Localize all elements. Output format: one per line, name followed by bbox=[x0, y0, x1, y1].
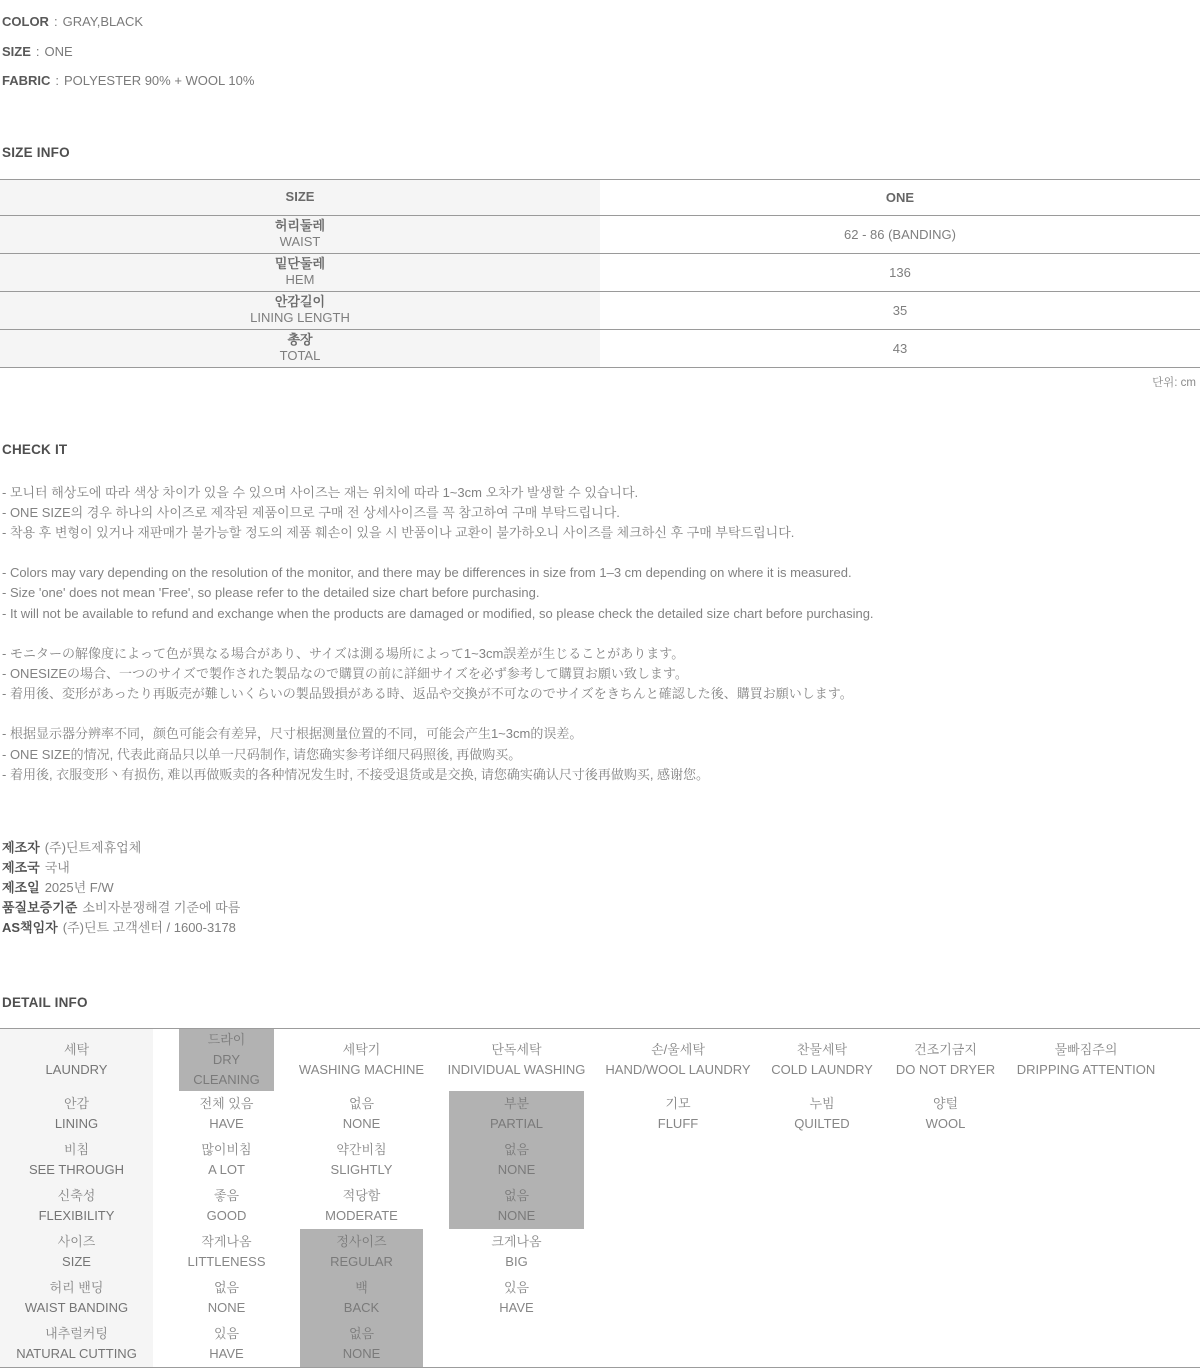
row-value: 43 bbox=[600, 329, 1200, 367]
spec-separator: : bbox=[55, 73, 60, 88]
row-value: 136 bbox=[600, 253, 1200, 291]
cell-en-label: HAVE bbox=[499, 1299, 534, 1315]
cell-en-label: SIZE bbox=[62, 1253, 91, 1269]
cell-ko-label: 손/울세탁 bbox=[651, 1041, 705, 1057]
grid-row-label bbox=[0, 1229, 153, 1275]
note-line: - Colors may vary depending on the resolution of the monitor, and there may be differences in size from 1–3 cm depending on where it is measured. bbox=[2, 565, 852, 581]
cell-ko-label: 적당함 bbox=[342, 1187, 381, 1203]
spec-label: FABRIC bbox=[2, 73, 51, 88]
grid-cell-dripping-attention bbox=[1016, 1029, 1156, 1091]
size-header-label: SIZE bbox=[285, 189, 315, 204]
cell-ko-label: 내추럴커팅 bbox=[45, 1325, 108, 1341]
cell-ko-label: 신축성 bbox=[57, 1187, 96, 1203]
mfr-value: 국내 bbox=[44, 859, 70, 875]
note-line: - ONESIZEの場合、一つのサイズで製作された製品なので購買の前に詳細サイズを必ず参考して購買お願い致します。 bbox=[2, 665, 688, 681]
cell-en-label: REGULAR bbox=[330, 1253, 393, 1269]
mfr-label: 제조국 bbox=[2, 859, 40, 875]
cell-en-label: QUILTED bbox=[794, 1115, 850, 1131]
row-label-cell bbox=[0, 253, 600, 291]
size-table bbox=[0, 179, 1200, 368]
notes-korean bbox=[0, 483, 1200, 544]
grid-cell-individual-washing bbox=[449, 1029, 584, 1091]
note-line: - 着用後, 衣服变形丶有损伤, 难以再做贩卖的各种情况发生时, 不接受退货或是交换, 请您确实确认尺寸後再做购买, 感谢您。 bbox=[2, 766, 710, 782]
cell-ko-label: 건조기금지 bbox=[914, 1041, 977, 1057]
cell-ko-label: 작게나옴 bbox=[201, 1233, 252, 1249]
notes-chinese bbox=[0, 724, 1200, 785]
size-table-header-row bbox=[0, 179, 1200, 215]
row-value: 62 - 86 (BANDING) bbox=[600, 215, 1200, 253]
cell-en-label: GOOD bbox=[206, 1207, 247, 1223]
cell-en-label: LITTLENESS bbox=[187, 1253, 266, 1269]
cell-ko-label: 없음 bbox=[348, 1325, 375, 1341]
row-label-ko: 총장 bbox=[287, 332, 313, 347]
size-info-heading: SIZE INFO bbox=[2, 144, 70, 160]
cell-en-label: LINING bbox=[54, 1115, 99, 1131]
row-value: 35 bbox=[600, 291, 1200, 329]
row-label-cell bbox=[0, 329, 600, 367]
cell-en-label: FLUFF bbox=[657, 1115, 699, 1131]
detail-info-grid bbox=[0, 1028, 1200, 1368]
cell-ko-label: 있음 bbox=[213, 1325, 240, 1341]
note-line: - ONE SIZE의 경우 하나의 사이즈로 제작된 제품이므로 구매 전 상세사이즈를 꼭 참고하여 구매 부탁드립니다. bbox=[2, 504, 620, 520]
spec-label: COLOR bbox=[2, 14, 49, 29]
grid-cell-cold-laundry bbox=[772, 1029, 872, 1091]
manufacturer-row bbox=[2, 898, 1198, 918]
manufacturer-row bbox=[2, 838, 1198, 858]
cell-ko-label: 양털 bbox=[932, 1095, 959, 1111]
cell-ko-label: 비침 bbox=[63, 1141, 90, 1157]
grid-cell bbox=[300, 1137, 423, 1183]
grid-row-label bbox=[0, 1137, 153, 1183]
cell-ko-label: 세탁 bbox=[63, 1041, 90, 1057]
grid-cell-hand-wool-laundry bbox=[605, 1029, 751, 1091]
cell-en-label: NONE bbox=[207, 1299, 246, 1315]
grid-row-laundry bbox=[0, 1029, 1200, 1091]
grid-cell-selected bbox=[300, 1321, 423, 1367]
row-label-ko: 밑단둘레 bbox=[274, 256, 326, 271]
cell-en-label: SLIGHTLY bbox=[330, 1161, 393, 1177]
cell-ko-label: 없음 bbox=[348, 1095, 375, 1111]
spec-label: SIZE bbox=[2, 43, 31, 59]
cell-en-label: PARTIAL bbox=[490, 1115, 543, 1131]
cell-ko-label: 있음 bbox=[503, 1279, 530, 1295]
spec-row-color bbox=[2, 7, 1198, 37]
cell-ko-label: 누빔 bbox=[809, 1095, 835, 1111]
grid-cell bbox=[179, 1091, 274, 1137]
grid-cell bbox=[179, 1183, 274, 1229]
grid-cell bbox=[449, 1229, 584, 1275]
grid-row-lining bbox=[0, 1091, 1200, 1137]
grid-row-flexibility bbox=[0, 1183, 1200, 1229]
spec-separator: : bbox=[35, 43, 40, 59]
grid-row-label bbox=[0, 1321, 153, 1367]
mfr-value: (주)딘트 고객센터 / 1600-3178 bbox=[62, 919, 236, 935]
grid-cell bbox=[300, 1091, 423, 1137]
cell-en-label: HAVE bbox=[209, 1115, 244, 1131]
cell-ko-label: 전체 있음 bbox=[199, 1095, 254, 1111]
spec-value: ONE bbox=[44, 43, 73, 59]
cell-en-label: WASHING MACHINE bbox=[298, 1061, 425, 1077]
cell-ko-label: 안감 bbox=[63, 1095, 90, 1111]
cell-en-label: WAIST BANDING bbox=[24, 1299, 129, 1315]
grid-cell-selected bbox=[449, 1137, 584, 1183]
grid-cell bbox=[610, 1091, 746, 1137]
cell-ko-label: 물빠짐주의 bbox=[1054, 1041, 1118, 1057]
notes-english bbox=[0, 563, 1200, 624]
size-table-header-label-cell bbox=[0, 179, 600, 215]
cell-en-label: INDIVIDUAL WASHING bbox=[447, 1061, 586, 1077]
cell-ko-label: 찬물세탁 bbox=[796, 1041, 848, 1057]
grid-cell-selected bbox=[449, 1183, 584, 1229]
grid-cell-washing-machine bbox=[300, 1029, 423, 1091]
cell-en-label: NONE bbox=[497, 1161, 536, 1177]
grid-row-label bbox=[0, 1029, 153, 1091]
note-line: - 着用後、変形があったり再販売が難しいくらいの製品毀損がある時、返品や交換が不可なのでサイズをきちんと確認した後、購買お願いします。 bbox=[2, 686, 853, 702]
cell-ko-label: 백 bbox=[355, 1279, 368, 1295]
cell-ko-label: 약간비침 bbox=[336, 1141, 387, 1157]
mfr-value: 2025년 F/W bbox=[44, 879, 114, 895]
row-label-cell bbox=[0, 215, 600, 253]
cell-en-label: COLD LAUNDRY bbox=[771, 1061, 873, 1077]
cell-ko-label: 세탁기 bbox=[342, 1041, 381, 1057]
cell-ko-label: 크게나옴 bbox=[491, 1233, 542, 1249]
detail-info-heading: DETAIL INFO bbox=[2, 994, 88, 1010]
manufacturer-info bbox=[0, 838, 1200, 938]
row-label-ko: 안감길이 bbox=[274, 294, 326, 309]
cell-en-label: NONE bbox=[497, 1207, 536, 1223]
note-line: - Size 'one' does not mean 'Free', so please refer to the detailed size chart before purchasing. bbox=[2, 585, 540, 601]
cell-ko-label: 사이즈 bbox=[57, 1233, 96, 1249]
cell-ko-label: 정사이즈 bbox=[336, 1233, 387, 1249]
mfr-value: 소비자분쟁해결 기준에 따름 bbox=[82, 899, 241, 915]
spec-row-size bbox=[2, 37, 1198, 67]
cell-ko-label: 없음 bbox=[213, 1279, 240, 1295]
cell-ko-label: 단독세탁 bbox=[491, 1041, 542, 1057]
grid-row-waist-banding bbox=[0, 1275, 1200, 1321]
cell-en-label: NONE bbox=[342, 1345, 381, 1361]
cell-en-label: DRY CLEANING bbox=[193, 1051, 260, 1087]
cell-ko-label: 기모 bbox=[665, 1095, 691, 1111]
cell-ko-label: 없음 bbox=[503, 1187, 530, 1203]
spec-row-fabric bbox=[2, 66, 1198, 96]
row-label-en: HEM bbox=[285, 272, 315, 287]
check-it-heading: CHECK IT bbox=[2, 441, 68, 457]
grid-cell-do-not-dryer bbox=[895, 1029, 996, 1091]
grid-cell bbox=[772, 1091, 872, 1137]
grid-cell bbox=[179, 1321, 274, 1367]
manufacturer-row bbox=[2, 918, 1198, 938]
row-label-en: LINING LENGTH bbox=[250, 310, 350, 325]
cell-ko-label: 드라이 bbox=[207, 1031, 246, 1047]
table-row-lining-length bbox=[0, 291, 1200, 329]
table-row-waist bbox=[0, 215, 1200, 253]
row-label-en: TOTAL bbox=[279, 348, 321, 363]
grid-cell bbox=[449, 1275, 584, 1321]
cell-en-label: MODERATE bbox=[325, 1207, 398, 1223]
cell-en-label: FLEXIBILITY bbox=[38, 1207, 115, 1223]
manufacturer-row bbox=[2, 858, 1198, 878]
mfr-label: 품질보증기준 bbox=[2, 899, 78, 915]
cell-en-label: NATURAL CUTTING bbox=[16, 1345, 137, 1361]
grid-cell-selected bbox=[449, 1091, 584, 1137]
manufacturer-row bbox=[2, 878, 1198, 898]
cell-en-label: DRIPPING ATTENTION bbox=[1016, 1061, 1156, 1077]
cell-en-label: HAND/WOOL LAUNDRY bbox=[605, 1061, 751, 1077]
grid-cell-selected bbox=[300, 1275, 423, 1321]
spec-value: POLYESTER 90% + WOOL 10% bbox=[64, 73, 255, 88]
cell-ko-label: 없음 bbox=[503, 1141, 530, 1157]
cell-en-label: SEE THROUGH bbox=[28, 1161, 125, 1177]
cell-en-label: HAVE bbox=[209, 1345, 244, 1361]
mfr-label: 제조일 bbox=[2, 879, 40, 895]
notes-japanese bbox=[0, 644, 1200, 705]
note-line: - 착용 후 변형이 있거나 재판매가 불가능할 정도의 제품 훼손이 있을 시 반품이나 교환이 불가하오니 사이즈를 체크하신 후 구매 부탁드립니다. bbox=[2, 524, 795, 540]
cell-en-label: BACK bbox=[343, 1299, 380, 1315]
cell-ko-label: 좋음 bbox=[213, 1187, 240, 1203]
mfr-label: AS책임자 bbox=[2, 919, 58, 935]
grid-row-natural-cutting bbox=[0, 1321, 1200, 1367]
grid-cell-dry-cleaning bbox=[179, 1029, 274, 1091]
row-label-en: WAIST bbox=[279, 234, 321, 249]
cell-ko-label: 많이비침 bbox=[201, 1141, 252, 1157]
cell-en-label: DO NOT DRYER bbox=[895, 1061, 996, 1077]
table-row-hem bbox=[0, 253, 1200, 291]
cell-en-label: LAUNDRY bbox=[45, 1061, 108, 1077]
grid-row-label bbox=[0, 1275, 153, 1321]
cell-ko-label: 허리 밴딩 bbox=[49, 1279, 104, 1295]
note-line: - 모니터 해상도에 따라 색상 차이가 있을 수 있으며 사이즈는 재는 위치에 따라 1~3cm 오차가 발생할 수 있습니다. bbox=[2, 484, 639, 500]
grid-cell bbox=[179, 1229, 274, 1275]
cell-en-label: BIG bbox=[505, 1253, 528, 1269]
table-row-total bbox=[0, 329, 1200, 367]
cell-en-label: A LOT bbox=[208, 1161, 245, 1177]
size-header-value: ONE bbox=[600, 179, 1200, 215]
note-line: - モニターの解像度によって色が異なる場合があり、サイズは測る場所によって1~3cm誤差が生じることがあります。 bbox=[2, 645, 685, 661]
unit-note: 단위: cm bbox=[1152, 376, 1196, 389]
note-line: - It will not be available to refund and exchange when the products are damaged or modified, so please check the detailed size chart before purchasing. bbox=[2, 605, 874, 621]
product-specs bbox=[0, 0, 1200, 96]
row-label-cell bbox=[0, 291, 600, 329]
grid-row-label bbox=[0, 1091, 153, 1137]
note-line: - ONE SIZE的情况, 代表此商品只以单一尺码制作, 请您确实参考详细尺码照後, 再做购买。 bbox=[2, 746, 522, 762]
spec-separator: : bbox=[53, 14, 58, 29]
mfr-value: (주)딘트제휴업체 bbox=[44, 839, 142, 855]
grid-row-size bbox=[0, 1229, 1200, 1275]
note-line: - 根据显示器分辨率不同，颜色可能会有差异，尺寸根据测量位置的不同，可能会产生1~3cm的误差。 bbox=[2, 726, 583, 742]
cell-ko-label: 부분 bbox=[503, 1095, 530, 1111]
grid-row-see-through bbox=[0, 1137, 1200, 1183]
grid-row-label bbox=[0, 1183, 153, 1229]
mfr-label: 제조자 bbox=[2, 839, 40, 855]
cell-en-label: NONE bbox=[342, 1115, 381, 1131]
grid-cell bbox=[179, 1275, 274, 1321]
cell-en-label: WOOL bbox=[925, 1115, 966, 1131]
row-label-ko: 허리둘레 bbox=[274, 218, 326, 233]
grid-cell-selected bbox=[300, 1229, 423, 1275]
grid-cell bbox=[300, 1183, 423, 1229]
grid-cell bbox=[898, 1091, 993, 1137]
spec-value: GRAY,BLACK bbox=[62, 14, 144, 29]
grid-cell bbox=[179, 1137, 274, 1183]
